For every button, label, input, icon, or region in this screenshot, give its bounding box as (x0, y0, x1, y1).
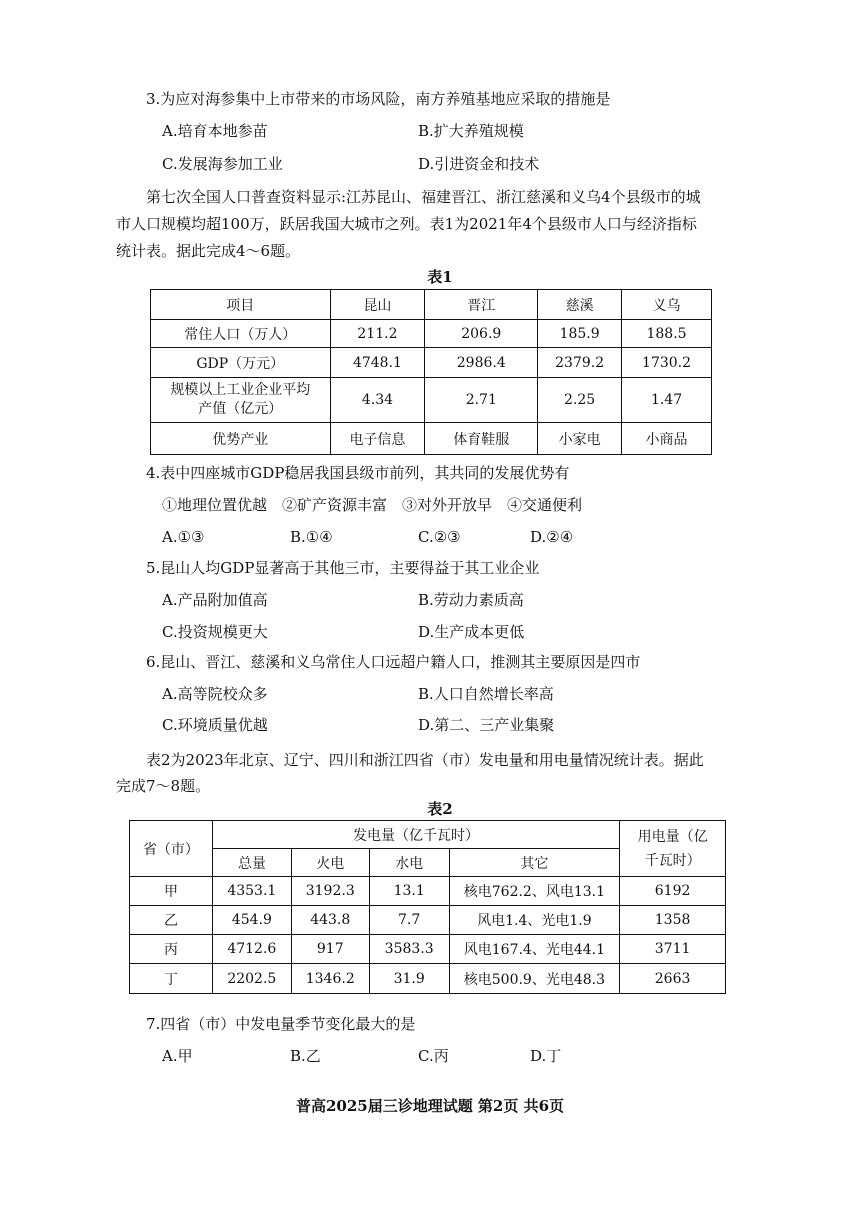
q4-option-a: A.①③ (162, 528, 205, 546)
table-1-cell: 1.47 (622, 378, 712, 423)
q4-option-d: D.②④ (530, 528, 574, 546)
table-1-cell: 1730.2 (622, 348, 712, 378)
q4-option-b: B.①④ (290, 528, 333, 546)
table-1-cell: 体育鞋服 (425, 423, 538, 455)
q6-option-b: B.人口自然增长率高 (418, 685, 554, 703)
table-2 (129, 820, 726, 994)
table-1-cell: GDP（万元） (151, 348, 331, 378)
table-1-header: 晋江 (425, 290, 538, 320)
table-1-cell: 2.25 (538, 378, 622, 423)
table-1-cell (151, 378, 331, 423)
q7-option-c: C.丙 (418, 1047, 449, 1065)
passage-1-line-3: 统计表。据此完成4～6题。 (116, 242, 301, 260)
table-1-cell: 电子信息 (330, 423, 425, 455)
table-2-cell: 1358 (620, 906, 726, 935)
table-1-label-line: 产值（亿元） (198, 401, 283, 417)
question-6-stem: 6.昆山、晋江、慈溪和义乌常住人口远超户籍人口，推测其主要原因是四市 (146, 653, 641, 671)
table-2-cell: 6192 (620, 877, 726, 906)
table-2-cell: 风电167.4、光电44.1 (449, 935, 620, 964)
table-2-cell: 4712.6 (212, 935, 291, 964)
table-1-cell: 优势产业 (151, 423, 331, 455)
table-1-header: 昆山 (330, 290, 425, 320)
table-2-col-consumption (620, 821, 726, 877)
table-2-cell: 7.7 (369, 906, 449, 935)
table-1-cell: 206.9 (425, 320, 538, 348)
q5-option-d: D.生产成本更低 (418, 623, 525, 641)
passage-2-line-2: 完成7～8题。 (116, 777, 211, 795)
table-2-cell: 4353.1 (212, 877, 291, 906)
q5-option-c: C.投资规模更大 (162, 623, 268, 641)
table-1-header: 慈溪 (538, 290, 622, 320)
table-2-subheader: 总量 (212, 849, 291, 877)
table-2-cell: 1346.2 (291, 964, 369, 994)
table-2-cell: 3192.3 (291, 877, 369, 906)
table-2-cell: 31.9 (369, 964, 449, 994)
table-2-cell: 丁 (130, 964, 213, 994)
table-1-header: 义乌 (622, 290, 712, 320)
q6-option-a: A.高等院校众多 (162, 685, 268, 703)
table-2-cell: 3583.3 (369, 935, 449, 964)
passage-2-line-1: 表2为2023年北京、辽宁、四川和浙江四省（市）发电量和用电量情况统计表。据此 (146, 751, 704, 769)
table-2-cell: 2663 (620, 964, 726, 994)
q3-option-c: C.发展海参加工业 (162, 155, 283, 173)
table-2-caption: 表2 (427, 800, 453, 818)
table-2-consumption-line: 千瓦时） (644, 852, 701, 869)
table-1-cell: 2986.4 (425, 348, 538, 378)
table-1-cell: 小商品 (622, 423, 712, 455)
question-3-stem: 3.为应对海参集中上市带来的市场风险，南方养殖基地应采取的措施是 (146, 90, 611, 108)
question-5-stem: 5.昆山人均GDP显著高于其他三市，主要得益于其工业企业 (146, 559, 540, 577)
table-2-cell: 丙 (130, 935, 213, 964)
passage-1-line-1: 第七次全国人口普查资料显示:江苏昆山、福建晋江、浙江慈溪和义乌4个县级市的城 (146, 188, 701, 206)
table-1-header: 项目 (151, 290, 331, 320)
table-2-cell: 13.1 (369, 877, 449, 906)
table-2-cell: 454.9 (212, 906, 291, 935)
table-1-cell: 小家电 (538, 423, 622, 455)
table-2-cell: 917 (291, 935, 369, 964)
table-1-cell: 常住人口（万人） (151, 320, 331, 348)
table-2-cell: 2202.5 (212, 964, 291, 994)
table-1-cell: 2379.2 (538, 348, 622, 378)
table-1-caption: 表1 (427, 268, 453, 286)
q6-option-c: C.环境质量优越 (162, 716, 268, 734)
table-2-cell: 核电500.9、光电48.3 (449, 964, 620, 994)
q3-option-d: D.引进资金和技术 (418, 155, 540, 173)
q7-option-a: A.甲 (162, 1047, 193, 1065)
q6-option-d: D.第二、三产业集聚 (418, 716, 555, 734)
table-2-cell: 甲 (130, 877, 213, 906)
table-2-consumption-line: 用电量（亿 (637, 828, 708, 845)
table-1-cell: 185.9 (538, 320, 622, 348)
q5-option-a: A.产品附加值高 (162, 591, 268, 609)
table-2-col-province: 省（市） (130, 821, 213, 877)
question-7-stem: 7.四省（市）中发电量季节变化最大的是 (146, 1015, 416, 1033)
table-2-cell: 风电1.4、光电1.9 (449, 906, 620, 935)
table-2-cell: 核电762.2、风电13.1 (449, 877, 620, 906)
table-2-col-generation: 发电量（亿千瓦时） (212, 821, 619, 849)
q3-option-b: B.扩大养殖规模 (418, 122, 524, 140)
table-1 (150, 289, 712, 455)
page-footer: 普高2025届三诊地理试题 第2页 共6页 (295, 1097, 565, 1115)
q5-option-b: B.劳动力素质高 (418, 591, 524, 609)
table-2-cell: 乙 (130, 906, 213, 935)
table-1-cell: 4748.1 (330, 348, 425, 378)
q4-option-c: C.②③ (418, 528, 461, 546)
table-1-cell: 211.2 (330, 320, 425, 348)
table-2-subheader: 其它 (449, 849, 620, 877)
question-4-stem: 4.表中四座城市GDP稳居我国县级市前列，其共同的发展优势有 (146, 464, 570, 482)
table-2-subheader: 水电 (369, 849, 449, 877)
q3-option-a: A.培育本地参苗 (162, 122, 268, 140)
table-2-cell: 3711 (620, 935, 726, 964)
passage-1-line-2: 市人口规模均超100万，跃居我国大城市之列。表1为2021年4个县级市人口与经济指标 (116, 215, 697, 233)
table-2-cell: 443.8 (291, 906, 369, 935)
question-4-items: ①地理位置优越 ②矿产资源丰富 ③对外开放早 ④交通便利 (162, 496, 583, 514)
q7-option-b: B.乙 (290, 1047, 321, 1065)
table-1-cell: 4.34 (330, 378, 425, 423)
table-1-label-line: 规模以上工业企业平均 (170, 382, 311, 398)
table-1-cell: 188.5 (622, 320, 712, 348)
table-2-subheader: 火电 (291, 849, 369, 877)
q7-option-d: D.丁 (530, 1047, 562, 1065)
table-1-cell: 2.71 (425, 378, 538, 423)
